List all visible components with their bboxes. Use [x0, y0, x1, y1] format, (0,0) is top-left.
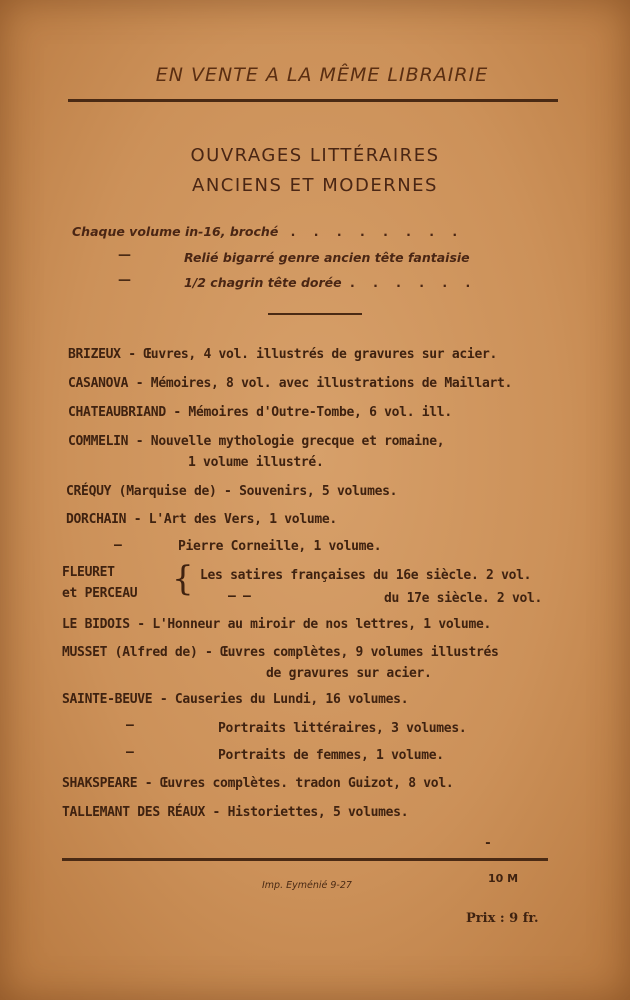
entry-casanova: CASANOVA - Mémoires, 8 vol. avec illustrations de Maillart.	[68, 376, 513, 391]
price-line-broche	[72, 224, 464, 239]
entry-musset-line1: MUSSET (Alfred de) - Œuvres complètes, 9 volumes illustrés	[62, 645, 499, 660]
section-title-line2: ANCIENS ET MODERNES	[192, 175, 438, 196]
price-line-chagrin-text: 1/2 chagrin tête dorée	[184, 275, 342, 290]
section-title-line1: OUVRAGES LITTÉRAIRES	[190, 145, 440, 166]
entry-tallemant: TALLEMANT DES RÉAUX - Historiettes, 5 volumes.	[62, 805, 409, 820]
entry-fleuret-dash: — —	[228, 589, 251, 604]
entry-sainte-beuve-line3: Portraits de femmes, 1 volume.	[218, 748, 444, 763]
entry-commelin-line2: 1 volume illustré.	[188, 455, 324, 470]
price-line-relie: Relié bigarré genre ancien tête fantaisie	[184, 250, 470, 265]
entry-sainte-beuve-dash2: —	[126, 718, 134, 733]
footer-rule	[62, 858, 548, 861]
entry-sainte-beuve-line1: SAINTE-BEUVE - Causeries du Lundi, 16 volumes.	[62, 692, 409, 707]
header-rule	[68, 99, 558, 102]
entry-fleuret-author1: FLEURET	[62, 565, 115, 580]
price-dash-3: —	[118, 273, 131, 288]
entry-fleuret-line2: du 17e siècle. 2 vol.	[384, 591, 543, 606]
entry-shakspeare: SHAKSPEARE - Œuvres complètes. tradon Guizot, 8 vol.	[62, 776, 454, 791]
entry-fleuret-line1: Les satires françaises du 16e siècle. 2 vol.	[200, 568, 532, 583]
imprint-text: Imp. Eyménié 9-27	[262, 880, 352, 891]
print-code: 10 M	[488, 872, 519, 885]
price-label: Prix : 9 fr.	[466, 911, 539, 926]
entry-dorchain-line2: Pierre Corneille, 1 volume.	[178, 539, 382, 554]
entry-sainte-beuve-dash3: —	[126, 745, 134, 760]
entry-dorchain-dash: —	[114, 538, 122, 553]
price-dots-1: . . . . . . . .	[290, 224, 465, 239]
entry-le-bidois: LE BIDOIS - L'Honneur au miroir de nos lettres, 1 volume.	[62, 617, 492, 632]
price-line-broche-text: Chaque volume in-16, broché	[72, 224, 279, 239]
entry-fleuret-author2: et PERCEAU	[62, 586, 138, 601]
price-line-chagrin	[184, 275, 477, 290]
entry-chateaubriand: CHATEAUBRIAND - Mémoires d'Outre-Tombe, 6 vol. ill.	[68, 405, 452, 420]
entry-sainte-beuve-line2: Portraits littéraires, 3 volumes.	[218, 721, 467, 736]
header-title: EN VENTE A LA MÊME LIBRAIRIE	[155, 64, 489, 86]
brace-icon: {	[172, 559, 194, 599]
entry-dorchain-line1: DORCHAIN - L'Art des Vers, 1 volume.	[66, 512, 337, 527]
price-dash-2: —	[118, 248, 131, 263]
footer-dash: -	[484, 836, 492, 851]
entry-musset-line2: de gravures sur acier.	[266, 666, 432, 681]
entry-brizeux: BRIZEUX - Œuvres, 4 vol. illustrés de gravures sur acier.	[68, 347, 498, 362]
price-dots-3: . . . . . .	[349, 275, 478, 290]
section-divider	[268, 313, 362, 315]
entry-commelin-line1: COMMELIN - Nouvelle mythologie grecque et romaine,	[68, 434, 445, 449]
entry-crequy: CRÉQUY (Marquise de) - Souvenirs, 5 volumes.	[66, 484, 398, 499]
